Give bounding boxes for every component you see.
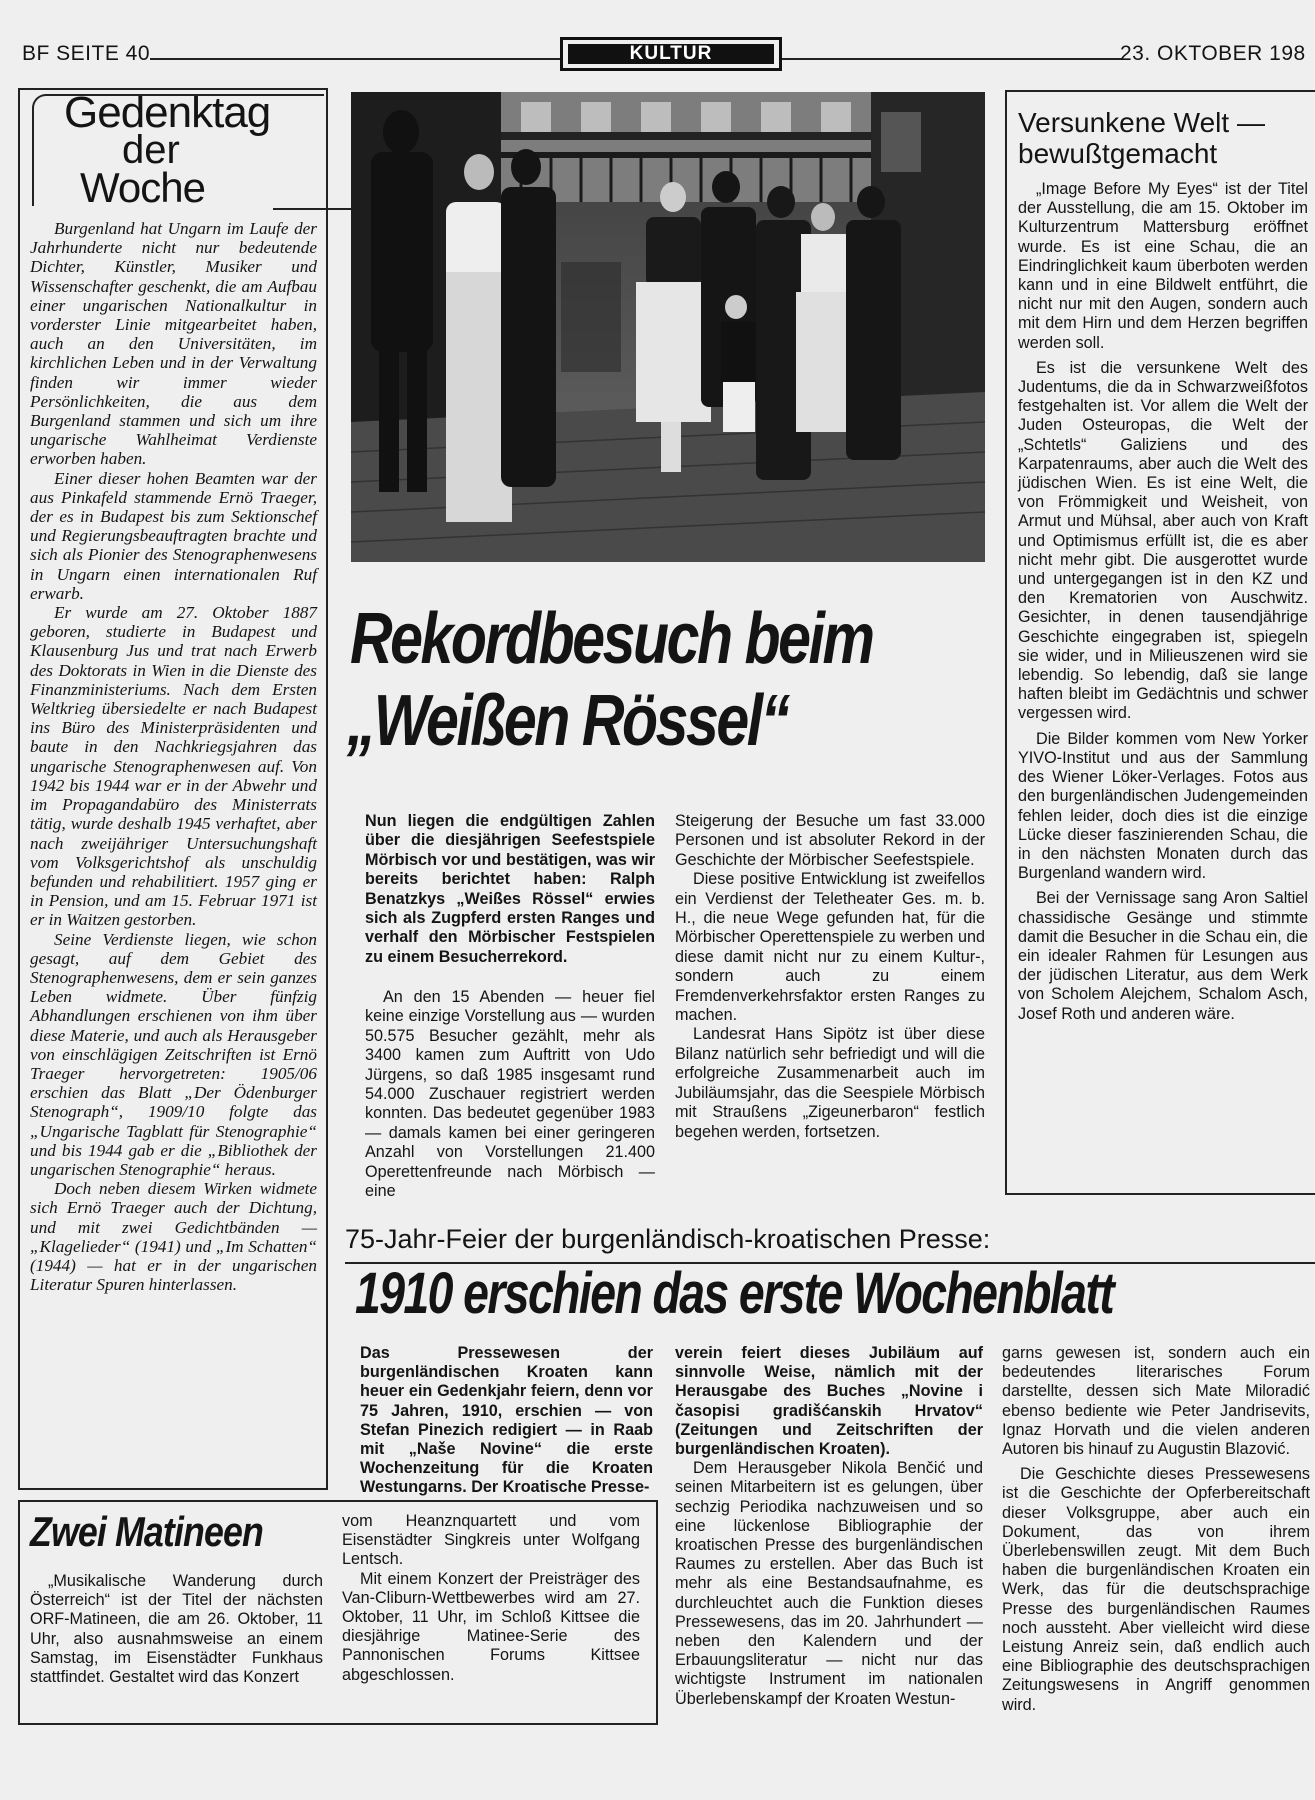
gedenktag-body — [30, 219, 317, 1294]
matineen-paragraph: Mit einem Konzert der Preisträger des Van-Cliburn-Wettbewerbes wird am 27. Oktober, 11 Uhr, im Schloß Kittsee die diesjährige Matinee-Serie des Pannonischen Forums Kittsee abgeschlossen. — [342, 1569, 640, 1684]
issue-date: 23. OKTOBER 198 — [1120, 42, 1306, 65]
roessel-body-col-2 — [675, 812, 985, 1142]
matineen-body-col-2 — [342, 1512, 640, 1685]
wochenblatt-kicker: 75-Jahr-Feier der burgenländisch-kroatischen Presse: — [345, 1224, 991, 1254]
roessel-body-col-1 — [365, 988, 655, 1201]
wochenblatt-paragraph: Die Geschichte dieses Pressewesens ist die Geschichte der Opferbereitschaft dieser Volksgruppe, aber auch ein Dokument, das von ihrem Überlebenswillen zeugt. Mit dem Buch haben die burgenländischen Kroaten ein Werk, das für die deutschsprachige Presse des burgenländischen Raumes noch aussteht. Aber vielleicht wird diese Leistung Anreiz sein, daß endlich auch eine Bibliographie des deutschsprachigen Zeitungswesens in Angriff genommen wird. — [1002, 1465, 1310, 1714]
matineen-paragraph: „Musikalische Wanderung durch Österreich“ ist der Titel der nächsten ORF-Matineen, die am 26. Oktober, 11 Uhr, also ausnahmsweise an einem Samstag, im Eisenstädter Funkhaus stattfindet. Gestaltet wird das Konzert — [30, 1572, 323, 1687]
roessel-paragraph: An den 15 Abenden — heuer fiel keine einzige Vorstellung aus — wurden 50.575 Besucher gezählt, mehr als 3400 kamen zum Auftritt von Udo Jürgens, so daß 1985 insgesamt rund 54.000 Zuschauer registriert werden konnten. Das bedeutet gegenüber 1983 — damals kamen bei einer geringeren Anzahl von Vorstellungen 21.400 Operettenfreunde nach Mörbisch — eine — [365, 988, 655, 1201]
roessel-headline-line-1: Rekordbesuch beim — [350, 599, 873, 679]
header-rule-right — [782, 58, 1122, 60]
gedenktag-title-line-1: Gedenktag — [64, 88, 271, 137]
roessel-paragraph: Steigerung der Besuche um fast 33.000 Personen und ist absoluter Rekord in der Geschichte der Mörbischer Seefestspiele. — [675, 812, 985, 869]
versunkene-welt-title-line-2: bewußtgemacht — [1018, 138, 1218, 169]
versunkene-welt-paragraph: Bei der Vernissage sang Aron Saltiel chassidische Gesänge und stimmte damit die Besucher in die Schau ein, die ein idealer Rahmen für Lesungen aus der jüdischen Literatur, aus dem Werk von Scholem Alejchem, Schalom Asch, Josef Roth und anderen wäre. — [1018, 889, 1308, 1023]
wochenblatt-paragraph: Dem Herausgeber Nikola Benčić und seinen Mitarbeitern ist es gelungen, über sechzig Periodika nachzuweisen und so eine lückenlose Bibliographie der kroatischen Presse des burgenländischen Raumes zu erstellen. Aber das Buch ist mehr als eine Bestandsaufnahme, es durchleuchtet auch die Funktion dieses Pressewesens, das im 20. Jahrhundert — neben den Kalendern und der Erbauungsliteratur — nicht nur das wichtigste Instrument im nationalen Überlebenskampf der Kroaten Westun- — [675, 1459, 983, 1708]
versunkene-welt-title — [1018, 107, 1308, 169]
versunkene-welt-body — [1018, 180, 1308, 1024]
gedenktag-title-corner — [32, 94, 324, 206]
stage-photo — [351, 92, 985, 562]
gedenktag-paragraph: Doch neben diesem Wirken widmete sich Ernö Traeger auch der Dichtung, und mit zwei Gedichtbänden — „Klagelieder“ (1941) und „Im Schatten“ (1944) — hat er in der ungarischen Literatur Spuren hinterlassen. — [30, 1179, 317, 1295]
wochenblatt-paragraph: garns gewesen ist, sondern auch ein bedeutendes literarisches Forum darstellte, dessen sich Mate Miloradić ebenso bediente wie Peter Jandrisevits, Ignaz Horvath und die vielen anderen Autoren bis hinauf zu Augustin Blazović. — [1002, 1344, 1310, 1459]
header-rule-left — [150, 58, 560, 60]
matineen-paragraph: vom Heanznquartett und vom Eisenstädter Singkreis unter Wolfgang Lentsch. — [342, 1512, 640, 1569]
section-label — [560, 37, 782, 71]
wochenblatt-body-col-3 — [1002, 1344, 1310, 1715]
gedenktag-paragraph: Seine Verdienste liegen, wie schon gesagt, auf dem Gebiet des Stenographenwesens, dem er sein ganzes Leben widmete. Über fünfzig Abhandlungen erschienen von ihm über diese Materie, und auch als Herausgeber von einschlägigen Zeitschriften ist Ernö Traeger hervorgetreten: 1905/06 erschien das Blatt „Der Ödenburger Stenograph“, 1909/10 folgte das „Ungarische Tagblatt für Stenographie“ und bis 1944 gab er die „Bibliothek der ungarischen Stenographie“ heraus. — [30, 929, 317, 1179]
section-label-text: KULTUR — [568, 44, 774, 64]
versunkene-welt-title-line-1: Versunkene Welt — — [1018, 107, 1265, 138]
versunkene-welt-paragraph: Es ist die versunkene Welt des Judentums, die da in Schwarzweißfotos festgehalten ist. Vor allem die Welt der Juden Osteuropas, die Welt der „Schtetls“ Galiziens und des Karpatenraums, aber auch die Welt des jüdischen Wien. Es ist eine Welt, die von Frömmigkeit und Weisheit, von Armut und Mühsal, aber auch von Kraft und Optimismus erfüllt ist, die es aber nicht mehr gibt. Die ausgerottet wurde und untergegangen ist in den KZ und den Krematorien von Auschwitz. Gesichter, in denen tausendjährige Geschichte eingegraben ist, spiegeln sie wider, und in Milieuszenen wird sie lebendig. So lebendig, daß sie lange haften bleibt im Gedächtnis und schwer vergessen wird. — [1018, 358, 1308, 723]
gedenktag-paragraph: Burgenland hat Ungarn im Laufe der Jahrhunderte nicht nur bedeutende Dichter, Künstler, Musiker und Wissenschafter geschenkt, die am Aufbau einer ungarischen Nationalkultur in vorderster Linie mitgearbeitet haben, auch an den Universitäten, im kirchlichen Leben und in der Verwaltung finden wir immer wieder Persönlichkeiten, die aus dem Burgenland stammen und sich um ihre ungarische Wahlheimat Verdienste erworben haben. — [30, 219, 317, 469]
roessel-paragraph: Landesrat Hans Sipötz ist über diese Bilanz natürlich sehr befriedigt und will die erfolgreiche Zusammenarbeit auch im Jubiläumsjahr, das die Seespiele Mörbisch mit Straußens „Zigeunerbaron“ festlich begehen werden, fortsetzen. — [675, 1025, 985, 1141]
roessel-paragraph: Diese positive Entwicklung ist zweifellos ein Verdienst der Teletheater Ges. m. b. H., die neue Wege gefunden hat, für die Mörbischer Operettenspiele zu werben und diese damit nicht nur zu einem Kultur-, sondern auch zu einem Fremdenverkehrsfaktor ersten Ranges zu machen. — [675, 870, 985, 1025]
versunkene-welt-paragraph: „Image Before My Eyes“ ist der Titel der Ausstellung, die am 15. Oktober im Kulturzentrum Mattersburg eröffnet wurde. Es ist eine Schau, die an Eindringlichkeit kaum überboten werden kann und in eine Bildwelt entführt, die nicht nur mit den Augen, sondern auch mit dem Hirn und dem Herzen begriffen werden soll. — [1018, 180, 1308, 352]
stage-photo-image — [351, 92, 985, 562]
page-number: BF SEITE 40 — [22, 42, 151, 65]
gedenktag-title-line-3: Woche — [80, 164, 205, 211]
gedenktag-title-line-2: der — [122, 128, 180, 172]
roessel-headline — [346, 598, 875, 762]
versunkene-welt-paragraph: Die Bilder kommen vom New Yorker YIVO-Institut und aus der Sammlung des Wiener Löker-Verlages. Fotos aus den burgenländischen Judengemeinden fehlen leider, doch dies ist die einzige Lücke dieser faszinierenden Schau, die in den nächsten Monaten durch das Burgenland wandern wird. — [1018, 729, 1308, 883]
wochenblatt-col2-lead: verein feiert dieses Jubiläum auf sinnvolle Weise, nämlich mit der Herausgabe des Buches „Novine i časopisi gradišćanskih Hrvatov“ (Zeitungen und Zeitschriften der burgenländischen Kroaten). — [675, 1344, 983, 1459]
gedenktag-paragraph: Er wurde am 27. Oktober 1887 geboren, studierte in Budapest und Klausenburg Jus und trat nach Erwerb des Doktorats in Wien in die Dienste des Finanzministeriums. Nach dem Ersten Weltkrieg übersiedelte er nach Budapest ins Büro des Ministerpräsidenten und baute in den Nachkriegsjahren das ungarische Stenographenwesen auf. Von 1942 bis 1944 war er in der Abwehr und im Propagandabüro des Ministerrats tätig, wurde deshalb 1945 verhaftet, aber nach zweijähriger Untersuchungshaft vom Volksgerichtshof als unschuldig befunden und rehabilitiert. 1957 ging er in Pension, und am 15. Februar 1971 ist er in Waitzen gestorben. — [30, 603, 317, 930]
gedenktag-paragraph: Einer dieser hohen Beamten war der aus Pinkafeld stammende Ernö Traeger, der es in Budapest bis zum Sektionschef und Regierungsbeauftragten brachte und sich als Pionier des Stenographenwesens in Ungarn einen internationalen Ruf erwarb. — [30, 468, 317, 603]
wochenblatt-headline: 1910 erschien das erste Wochenblatt — [355, 1261, 1114, 1326]
roessel-lead: Nun liegen die endgültigen Zahlen über die diesjährigen Seefestspiele Mörbisch vor und bestätigen, was wir bereits berichtet haben: Ralph Benatzkys „Weißes Rössel“ erwies sich als Zugpferd ersten Ranges und verhalf den Mörbischer Festspielen zu einem Besucherrekord. — [365, 812, 655, 966]
wochenblatt-lead: Das Pressewesen der burgenländischen Kroaten kann heuer ein Gedenkjahr feiern, denn vor 75 Jahren, 1910, erschien — von Stefan Pinezich redigiert — in Raab mit „Naše Novine“ die erste Wochenzeitung für die Kroaten Westungarns. Der Kroatische Presse- — [360, 1344, 653, 1497]
roessel-headline-line-2: „Weißen Rössel“ — [346, 681, 788, 761]
wochenblatt-body-col-2 — [675, 1344, 983, 1709]
matineen-body-col-1 — [30, 1572, 323, 1687]
matineen-title: Zwei Matineen — [30, 1508, 263, 1555]
